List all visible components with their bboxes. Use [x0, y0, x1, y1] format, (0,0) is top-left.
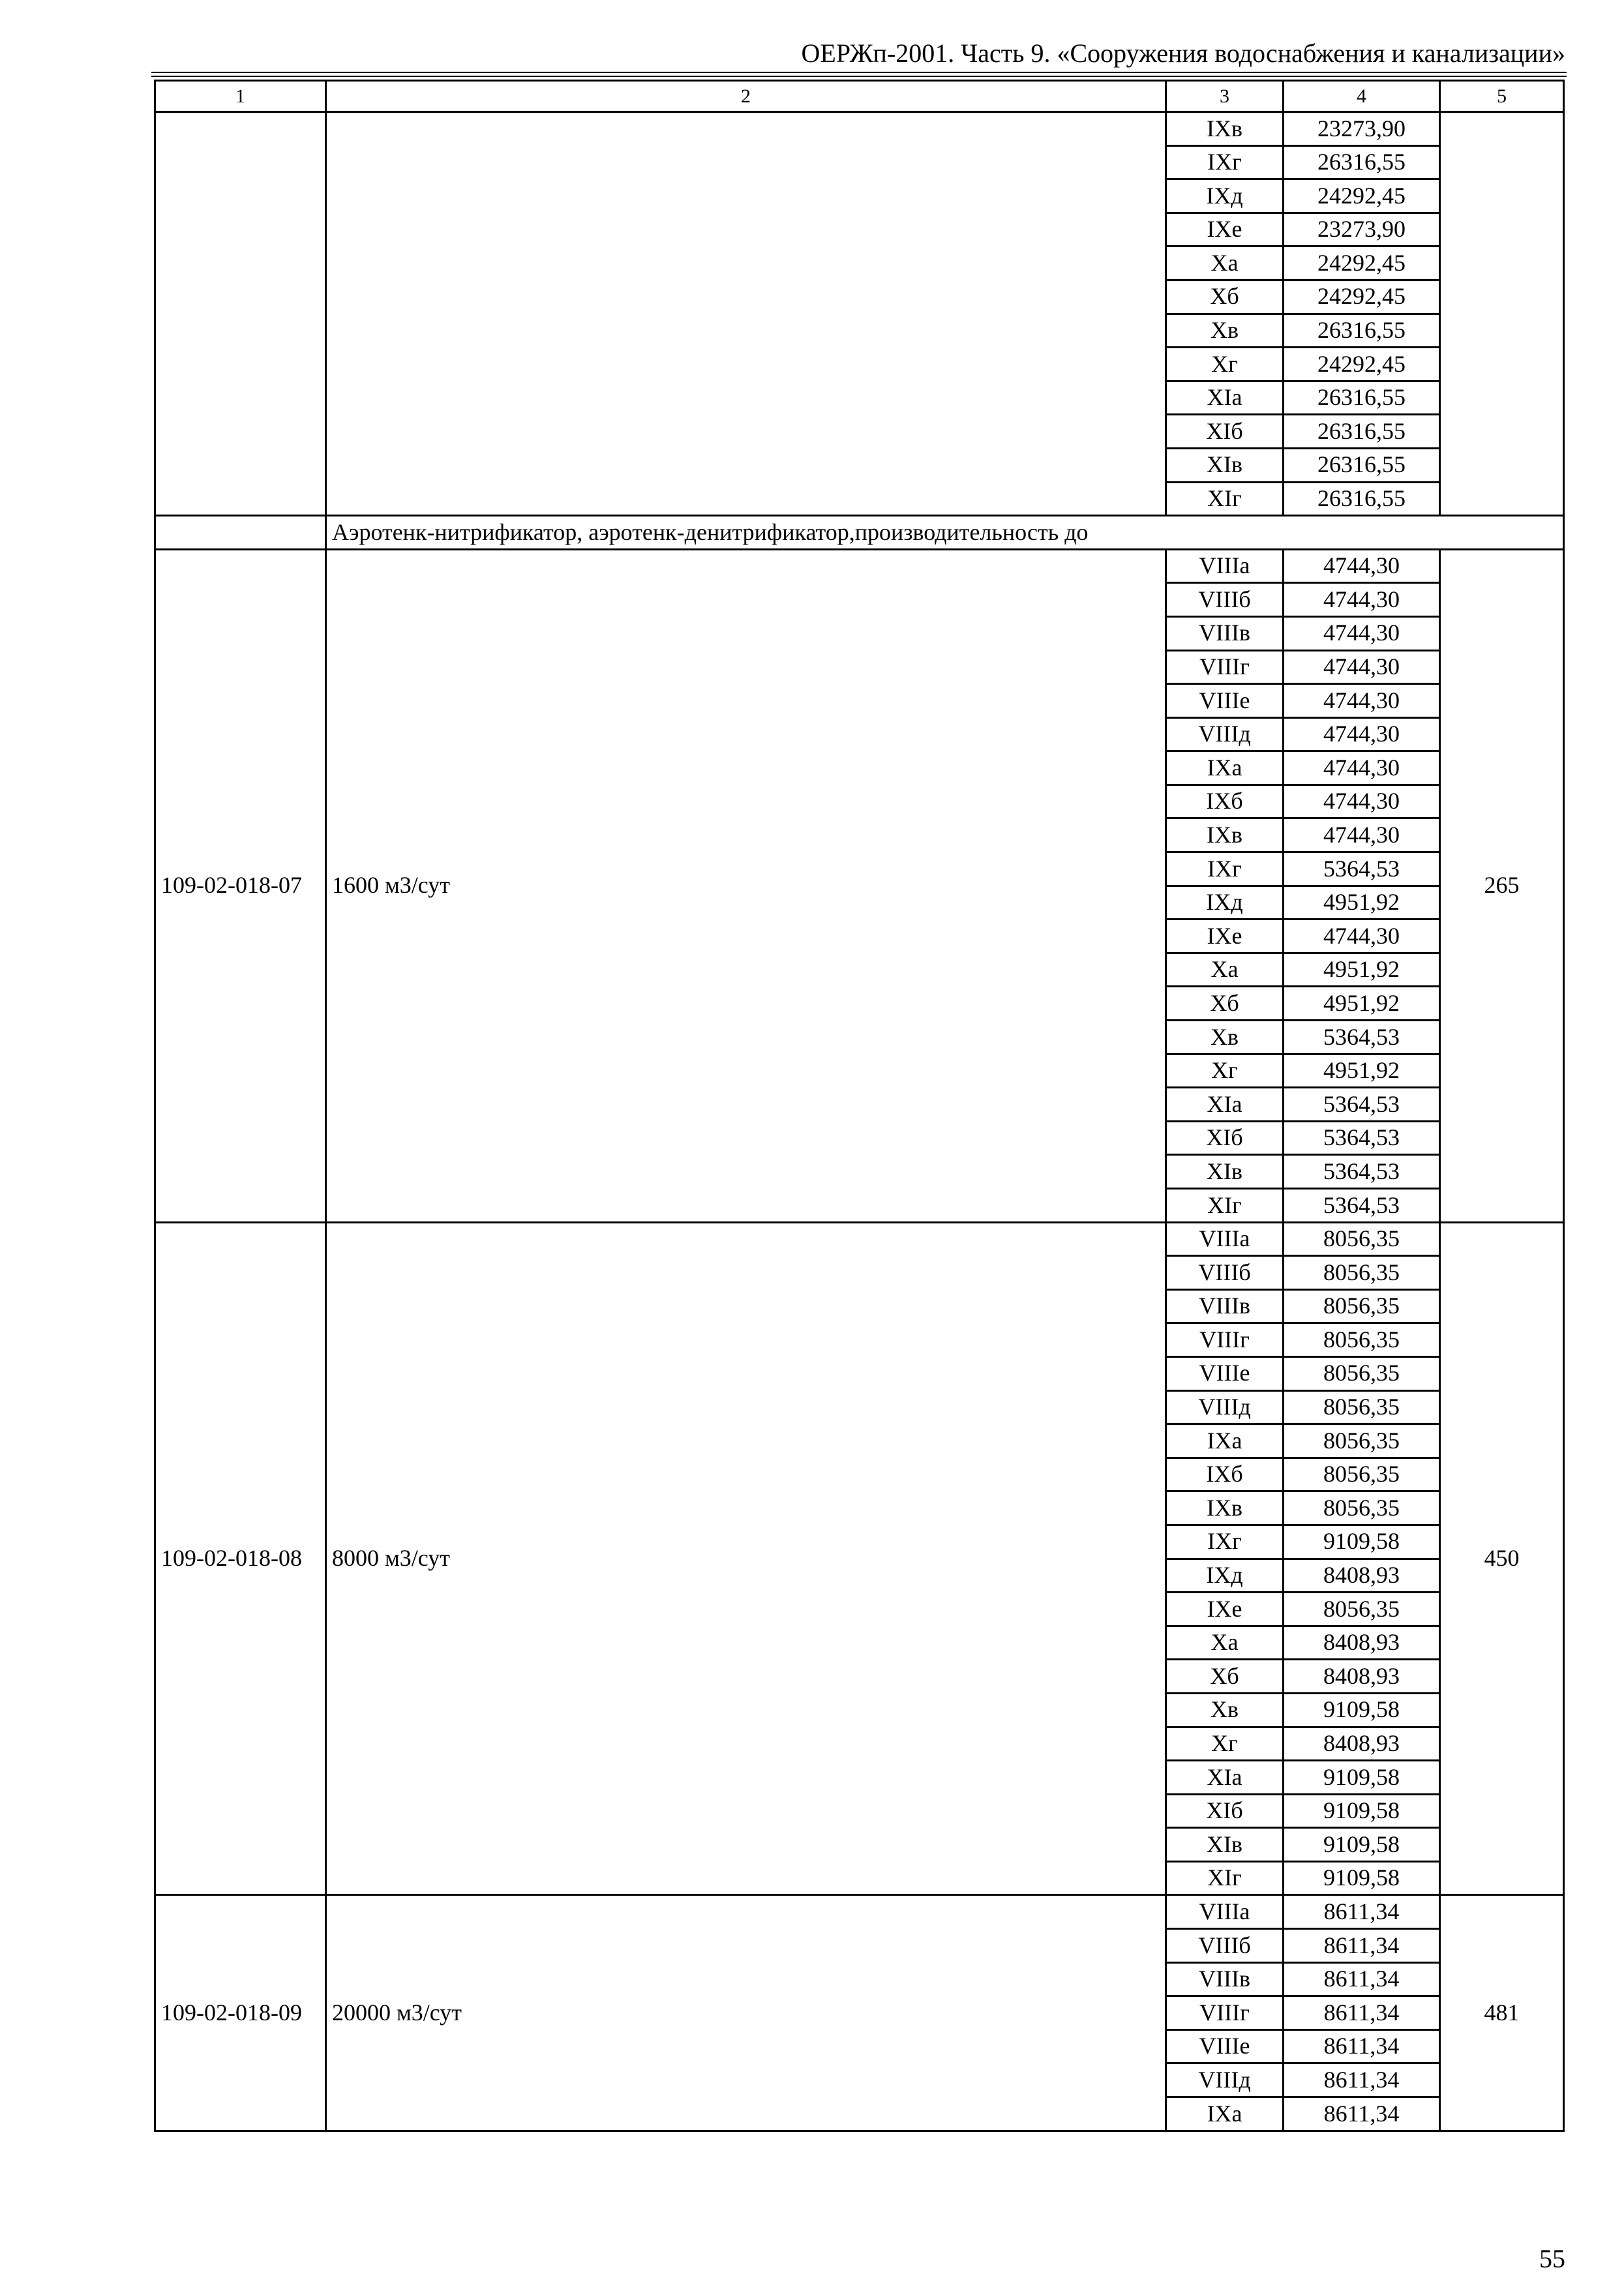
price-cell: 8611,34 — [1284, 2029, 1440, 2063]
zone-cell: VIIIд — [1166, 1390, 1284, 1424]
price-cell: 5364,53 — [1284, 1155, 1440, 1189]
zone-cell: IXе — [1166, 213, 1284, 247]
code-cell — [155, 112, 326, 516]
price-cell: 8056,35 — [1284, 1222, 1440, 1256]
zone-cell: IXв — [1166, 818, 1284, 852]
zone-cell: Xб — [1166, 1660, 1284, 1694]
price-cell: 23273,90 — [1284, 213, 1440, 247]
price-cell: 4744,30 — [1284, 583, 1440, 617]
price-cell: 24292,45 — [1284, 179, 1440, 213]
price-cell: 5364,53 — [1284, 1121, 1440, 1155]
description-cell: 20000 м3/сут — [326, 1895, 1166, 2131]
zone-cell: XIа — [1166, 1761, 1284, 1795]
table-row — [155, 1222, 1564, 1256]
zone-cell: Xг — [1166, 1727, 1284, 1761]
price-cell: 9109,58 — [1284, 1861, 1440, 1895]
price-cell: 8611,34 — [1284, 1996, 1440, 2030]
quantity-cell — [1440, 112, 1564, 516]
price-cell: 8056,35 — [1284, 1289, 1440, 1323]
price-cell: 4951,92 — [1284, 987, 1440, 1021]
price-cell: 8408,93 — [1284, 1727, 1440, 1761]
section-title: Аэротенк-нитрификатор, аэротенк-денитрификатор,производительность до — [326, 516, 1564, 550]
zone-cell: XIв — [1166, 1155, 1284, 1189]
zone-cell: IXг — [1166, 1525, 1284, 1559]
zone-cell: VIIIг — [1166, 1996, 1284, 2030]
table-row — [155, 549, 1564, 583]
zone-cell: IXд — [1166, 1559, 1284, 1593]
price-cell: 4744,30 — [1284, 549, 1440, 583]
zone-cell: VIIIб — [1166, 1256, 1284, 1290]
column-header: 5 — [1440, 81, 1564, 112]
quantity-cell: 265 — [1440, 549, 1564, 1222]
price-cell: 9109,58 — [1284, 1525, 1440, 1559]
zone-cell: VIIIв — [1166, 1962, 1284, 1996]
price-cell: 8056,35 — [1284, 1256, 1440, 1290]
price-cell: 4951,92 — [1284, 953, 1440, 987]
price-cell: 4951,92 — [1284, 1054, 1440, 1088]
zone-cell: XIв — [1166, 448, 1284, 482]
zone-cell: VIIIе — [1166, 1356, 1284, 1390]
zone-cell: VIIIа — [1166, 549, 1284, 583]
zone-cell: VIIIг — [1166, 650, 1284, 684]
code-cell: 109-02-018-09 — [155, 1895, 326, 2131]
price-cell: 26316,55 — [1284, 415, 1440, 449]
zone-cell: Xб — [1166, 280, 1284, 314]
price-cell: 8056,35 — [1284, 1593, 1440, 1626]
price-cell: 8611,34 — [1284, 1895, 1440, 1929]
zone-cell: XIг — [1166, 1189, 1284, 1223]
price-cell: 9109,58 — [1284, 1761, 1440, 1795]
column-header: 4 — [1284, 81, 1440, 112]
price-cell: 4744,30 — [1284, 920, 1440, 953]
price-cell: 26316,55 — [1284, 145, 1440, 179]
page-header-title: ОЕРЖп-2001. Часть 9. «Сооружения водоснабжения и канализации» — [801, 38, 1565, 68]
zone-cell: XIб — [1166, 415, 1284, 449]
price-cell: 24292,45 — [1284, 348, 1440, 382]
price-cell: 24292,45 — [1284, 280, 1440, 314]
table-body — [155, 112, 1564, 2131]
description-cell — [326, 112, 1166, 516]
zone-cell: VIIIв — [1166, 616, 1284, 650]
price-cell: 23273,90 — [1284, 112, 1440, 146]
price-cell: 5364,53 — [1284, 1088, 1440, 1122]
table-row — [155, 112, 1564, 146]
description-cell: 8000 м3/сут — [326, 1222, 1166, 1895]
zone-cell: IXа — [1166, 751, 1284, 785]
price-cell: 9109,58 — [1284, 1693, 1440, 1727]
price-cell: 8611,34 — [1284, 2097, 1440, 2131]
zone-cell: IXа — [1166, 2097, 1284, 2131]
zone-cell: Xб — [1166, 987, 1284, 1021]
price-cell: 26316,55 — [1284, 314, 1440, 348]
zone-cell: Xв — [1166, 1021, 1284, 1055]
zone-cell: VIIIа — [1166, 1222, 1284, 1256]
zone-cell: VIIIе — [1166, 2029, 1284, 2063]
price-cell: 8056,35 — [1284, 1356, 1440, 1390]
zone-cell: Xа — [1166, 1626, 1284, 1660]
zone-cell: IXе — [1166, 1593, 1284, 1626]
price-cell: 26316,55 — [1284, 381, 1440, 415]
price-cell: 4744,30 — [1284, 818, 1440, 852]
zone-cell: XIа — [1166, 1088, 1284, 1122]
code-cell: 109-02-018-07 — [155, 549, 326, 1222]
zone-cell: VIIIв — [1166, 1289, 1284, 1323]
price-cell: 8611,34 — [1284, 1929, 1440, 1963]
zone-cell: XIг — [1166, 1861, 1284, 1895]
price-cell: 8408,93 — [1284, 1660, 1440, 1694]
zone-cell: IXг — [1166, 852, 1284, 886]
zone-cell: XIб — [1166, 1121, 1284, 1155]
price-cell: 4744,30 — [1284, 751, 1440, 785]
zone-cell: IXв — [1166, 1491, 1284, 1525]
header-rule — [151, 72, 1567, 77]
price-cell: 4744,30 — [1284, 650, 1440, 684]
price-cell: 8611,34 — [1284, 1962, 1440, 1996]
zone-cell: Xв — [1166, 314, 1284, 348]
description-cell: 1600 м3/сут — [326, 549, 1166, 1222]
price-cell: 8056,35 — [1284, 1424, 1440, 1458]
zone-cell: IXб — [1166, 1458, 1284, 1491]
section-row — [155, 516, 1564, 550]
price-cell: 4744,30 — [1284, 785, 1440, 818]
zone-cell: Xв — [1166, 1693, 1284, 1727]
zone-cell: VIIIб — [1166, 1929, 1284, 1963]
price-cell: 4744,30 — [1284, 717, 1440, 751]
zone-cell: Xг — [1166, 1054, 1284, 1088]
zone-cell: IXв — [1166, 112, 1284, 146]
zone-cell: IXб — [1166, 785, 1284, 818]
price-cell: 4951,92 — [1284, 886, 1440, 920]
section-code-cell — [155, 516, 326, 550]
price-cell: 8056,35 — [1284, 1323, 1440, 1357]
zone-cell: IXг — [1166, 145, 1284, 179]
quantity-cell: 481 — [1440, 1895, 1564, 2131]
table-row — [155, 1895, 1564, 1929]
quantity-cell: 450 — [1440, 1222, 1564, 1895]
zone-cell: VIIIа — [1166, 1895, 1284, 1929]
price-cell: 8056,35 — [1284, 1491, 1440, 1525]
price-cell: 26316,55 — [1284, 448, 1440, 482]
column-header: 1 — [155, 81, 326, 112]
zone-cell: Xа — [1166, 953, 1284, 987]
zone-cell: VIIIд — [1166, 2063, 1284, 2097]
price-cell: 5364,53 — [1284, 852, 1440, 886]
column-header: 3 — [1166, 81, 1284, 112]
zone-cell: XIв — [1166, 1828, 1284, 1862]
page-number: 55 — [1539, 2244, 1565, 2273]
zone-cell: IXа — [1166, 1424, 1284, 1458]
zone-cell: VIIIе — [1166, 684, 1284, 718]
zone-cell: XIа — [1166, 381, 1284, 415]
zone-cell: IXд — [1166, 179, 1284, 213]
price-cell: 26316,55 — [1284, 482, 1440, 516]
price-cell: 4744,30 — [1284, 616, 1440, 650]
price-cell: 5364,53 — [1284, 1021, 1440, 1055]
code-cell: 109-02-018-08 — [155, 1222, 326, 1895]
column-header: 2 — [326, 81, 1166, 112]
column-header-row — [155, 81, 1564, 112]
zone-cell: IXе — [1166, 920, 1284, 953]
zone-cell: IXд — [1166, 886, 1284, 920]
price-cell: 4744,30 — [1284, 684, 1440, 718]
zone-cell: VIIIб — [1166, 583, 1284, 617]
price-cell: 9109,58 — [1284, 1828, 1440, 1862]
zone-cell: XIб — [1166, 1794, 1284, 1828]
price-cell: 24292,45 — [1284, 247, 1440, 280]
price-cell: 8408,93 — [1284, 1626, 1440, 1660]
zone-cell: Xг — [1166, 348, 1284, 382]
zone-cell: VIIIд — [1166, 717, 1284, 751]
zone-cell: VIIIг — [1166, 1323, 1284, 1357]
price-cell: 8408,93 — [1284, 1559, 1440, 1593]
zone-cell: XIг — [1166, 482, 1284, 516]
price-cell: 8056,35 — [1284, 1390, 1440, 1424]
rates-table — [154, 80, 1565, 2132]
zone-cell: Xа — [1166, 247, 1284, 280]
price-cell: 9109,58 — [1284, 1794, 1440, 1828]
price-cell: 8611,34 — [1284, 2063, 1440, 2097]
price-cell: 5364,53 — [1284, 1189, 1440, 1223]
price-cell: 8056,35 — [1284, 1458, 1440, 1491]
